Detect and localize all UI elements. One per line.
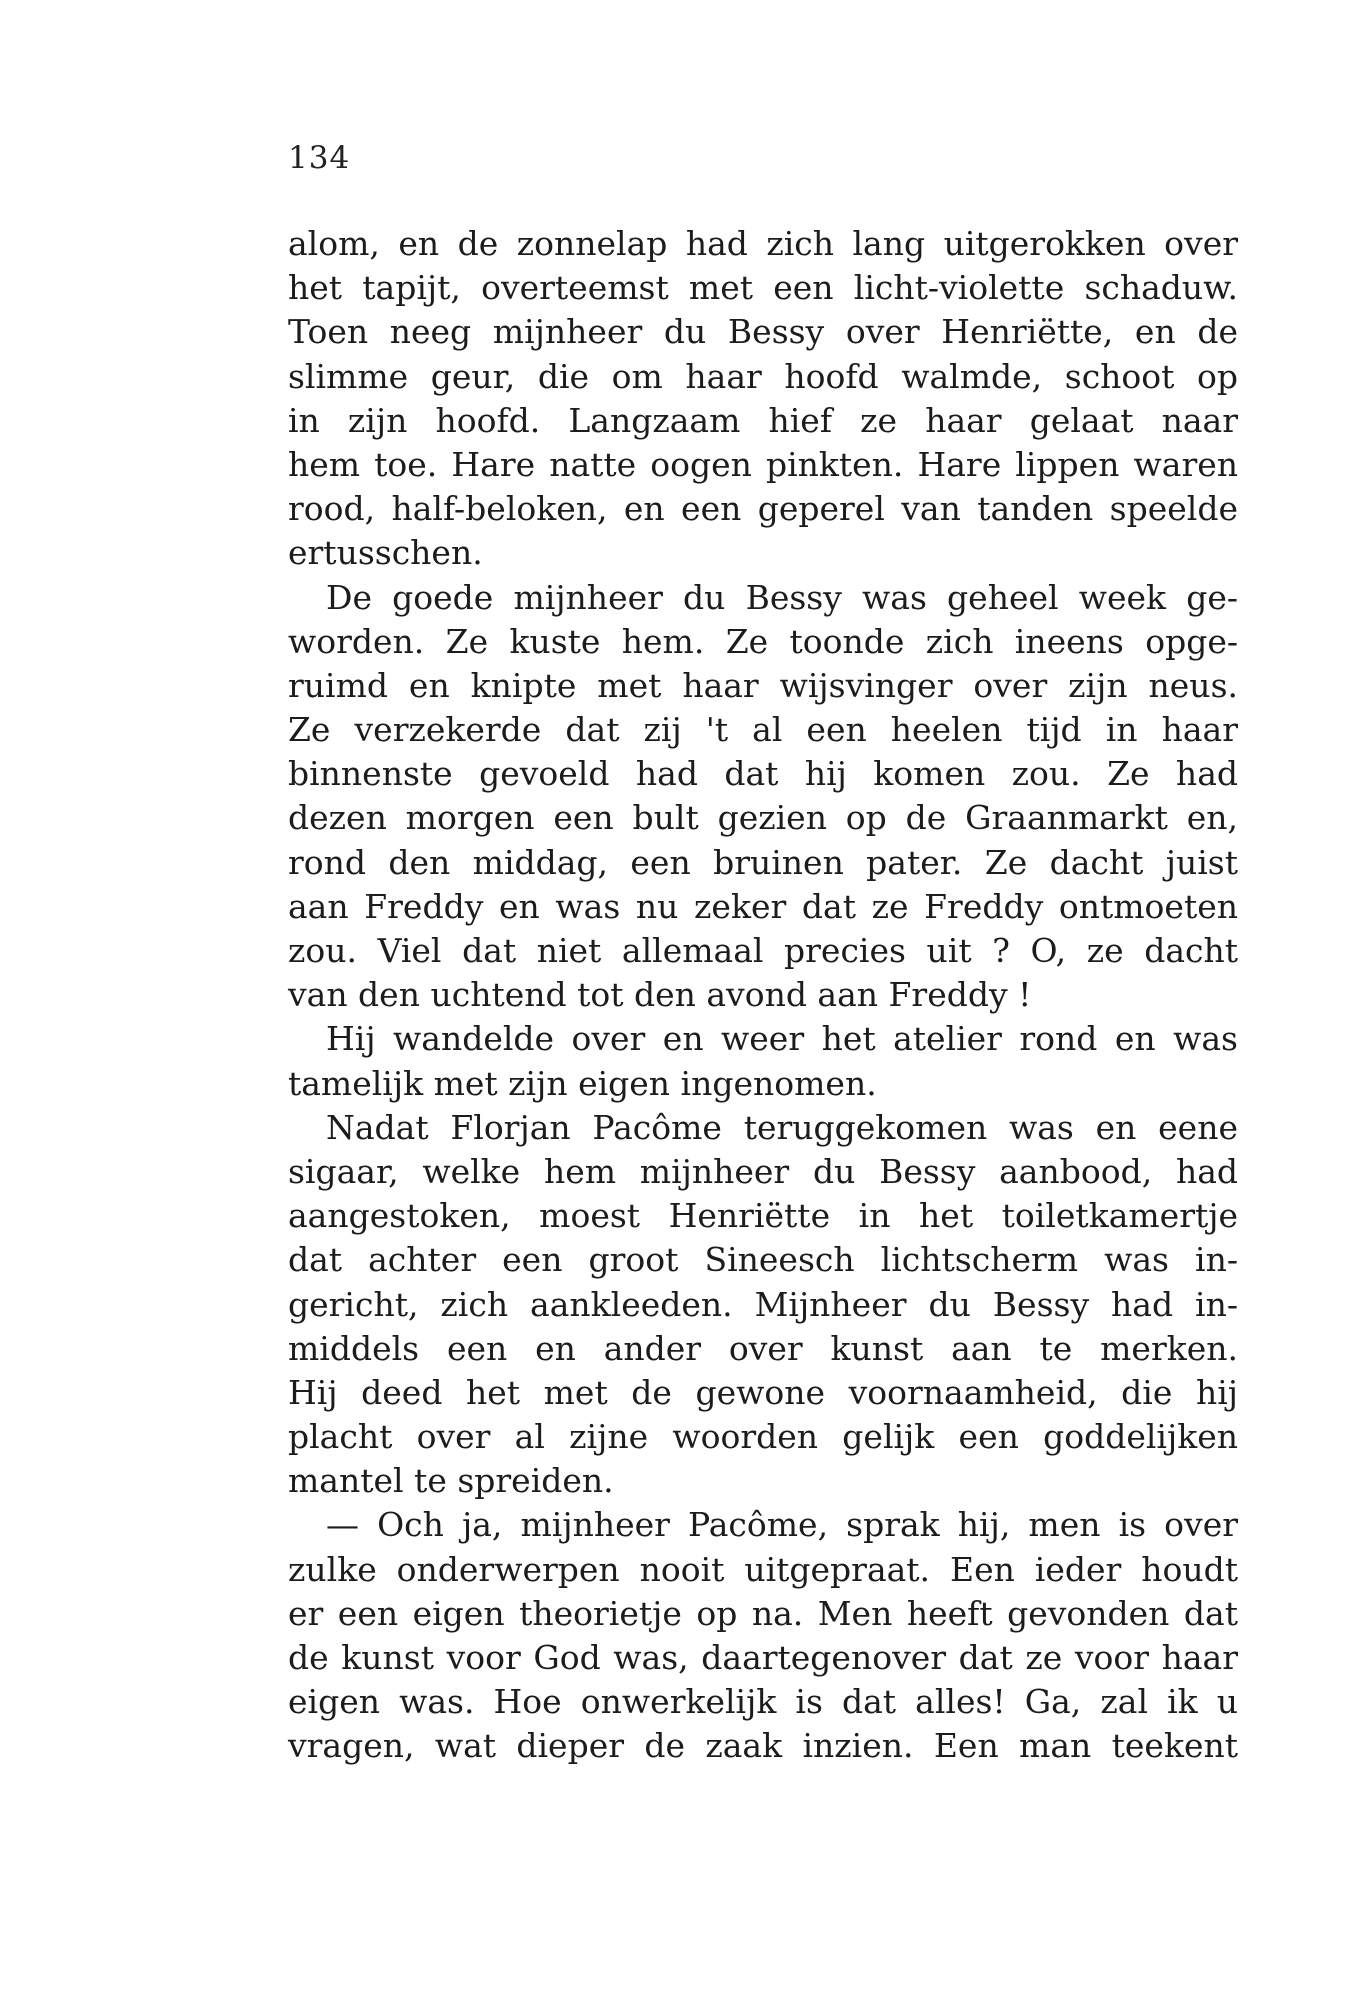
text-line: middels een en ander over kunst aan te merken. [288,1328,1238,1368]
text-line: vragen, wat dieper de zaak inzien. Een man teekent [288,1726,1238,1766]
text-line: aangestoken, moest Henriëtte in het toiletkamertje [288,1196,1238,1236]
text-line: ruimd en knipte met haar wijsvinger over zijn neus. [288,665,1238,705]
text-line: eigen was. Hoe onwerkelijk is dat alles! Ga, zal ik u [288,1682,1238,1722]
text-line: van den uchtend tot den avond aan Freddy ! [288,975,1032,1015]
text-line: in zijn hoofd. Langzaam hief ze haar gelaat naar [288,400,1238,440]
text-line: er een eigen theorietje op na. Men heeft gevonden dat [288,1593,1238,1633]
text-line: slimme geur, die om haar hoofd walmde, schoot op [288,356,1238,396]
text-line: Hij deed het met de gewone voornaamheid, die hij [288,1372,1238,1412]
text-line: alom, en de zonnelap had zich lang uitgerokken over [288,224,1238,263]
text-line: aan Freddy en was nu zeker dat ze Freddy ontmoeten [288,886,1238,926]
text-line: Ze verzekerde dat zij 't al een heelen tijd in haar [288,710,1238,750]
text-line: sigaar, welke hem mijnheer du Bessy aanbood, had [288,1151,1238,1191]
body-text [288,222,1238,1769]
text-line: binnenste gevoeld had dat hij komen zou. Ze had [288,754,1238,794]
text-line: placht over al zijne woorden gelijk een goddelijken [288,1417,1238,1457]
text-line: De goede mijnheer du Bessy was geheel week ge- [326,577,1238,617]
text-line: dat achter een groot Sineesch lichtscherm was in- [288,1240,1238,1280]
text-line: dezen morgen een bult gezien op de Graanmarkt en, [288,798,1238,838]
text-line: rond den middag, een bruinen pater. Ze dacht juist [288,842,1238,882]
text-line: gericht, zich aankleeden. Mijnheer du Bessy had in- [288,1284,1238,1324]
page-number: 134 [288,140,351,176]
text-line: Toen neeg mijnheer du Bessy over Henriëtte, en de [288,312,1238,352]
text-line: het tapijt, overteemst met een licht-violette schaduw. [288,268,1238,308]
text-line: zou. Viel dat niet allemaal precies uit ? O, ze dacht [288,931,1238,970]
text-line: mantel te spreiden. [288,1461,614,1501]
text-line: Nadat Florjan Pacôme teruggekomen was en eene [326,1107,1238,1147]
text-line: hem toe. Hare natte oogen pinkten. Hare lippen waren [288,444,1238,484]
text-line: zulke onderwerpen nooit uitgepraat. Een ieder houdt [288,1549,1238,1589]
text-line: worden. Ze kuste hem. Ze toonde zich ineens opge- [288,621,1238,661]
text-line: Hij wandelde over en weer het atelier rond en was [326,1019,1238,1059]
text-line: ertusschen. [288,533,483,573]
text-line: tamelijk met zijn eigen ingenomen. [288,1063,877,1103]
text-line: de kunst voor God was, daartegenover dat ze voor haar [288,1638,1238,1677]
text-line: rood, half-beloken, en een geperel van tanden speelde [288,489,1238,529]
text-line: — Och ja, mijnheer Pacôme, sprak hij, men is over [326,1505,1238,1545]
